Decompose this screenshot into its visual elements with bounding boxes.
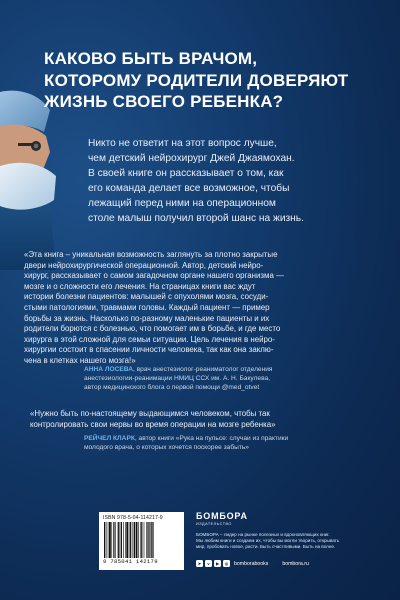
vk-icon[interactable]: v: [205, 560, 212, 567]
reviewer-name: АННА ЛОСЕВА: [84, 366, 133, 373]
youtube-icon[interactable]: ▶: [215, 561, 220, 566]
headline-line: ЖИЗНЬ СВОЕГО РЕБЕНКА?: [44, 92, 284, 111]
description-line: мир, пробовать новое, расти. Быть счастливыми. Быть на волне.: [196, 544, 336, 549]
reviewer-title: , автор книги «Рука на пульсе: случаи из практики: [134, 435, 289, 442]
headline-line: КАКОВО БЫТЬ ВРАЧОМ,: [44, 49, 258, 68]
headline-line: КОТОРОМУ РОДИТЕЛИ ДОВЕРЯЮТ: [44, 70, 349, 90]
barcode-bars: [103, 522, 180, 558]
barcode-bar: [104, 522, 105, 558]
quote-line: контролировать свои нервы во время операции на мозге ребенка»: [30, 419, 276, 429]
barcode-bar: [152, 522, 153, 558]
quote-line: «Эта книга – уникальная возможность заглянуть за плотно закрытые: [24, 250, 278, 259]
barcode-bar: [147, 522, 148, 558]
quote-line: истории болезни пациентов: малышей с опухолями мозга, сосуди-: [24, 292, 269, 302]
description-line: БОМБОРА – лидер на рынке полезных и вдохновляющих книг.: [196, 532, 330, 537]
barcode-bar: [141, 522, 142, 558]
barcode-bar: [106, 522, 107, 558]
barcode-bar: [138, 522, 139, 558]
barcode-bar: [134, 522, 135, 558]
publisher-subtitle: ИЗДАТЕЛЬСТВО: [196, 522, 232, 526]
intro-text: [88, 136, 384, 226]
barcode-bar: [130, 522, 131, 558]
barcode-bar: [121, 522, 122, 558]
reviewer-title: анестезиологии-реанимации НМИЦ ССХ им. А. Н. Бакулева,: [84, 375, 271, 382]
review-quote-1: [24, 250, 380, 367]
intro-line: чем детский нейрохирург Джей Джаямохан.: [88, 153, 295, 164]
barcode-bar: [129, 522, 130, 558]
reviewer-name: РЕЙЧЕЛ КЛАРК: [84, 435, 135, 442]
instagram-icon[interactable]: ◎: [224, 561, 229, 566]
barcode-bar: [113, 522, 114, 558]
intro-line: его команда делает все возможное, чтобы: [88, 183, 290, 194]
description-line: Мы любим книги и создаем их, чтобы вы могли творить, открывать: [196, 538, 340, 543]
barcode-bar: [108, 522, 109, 558]
review-attribution-2: [84, 434, 288, 452]
publisher-site[interactable]: bombora.ru: [282, 560, 309, 567]
quote-line: хирург, рассказывает о самом загадочном органе нашего организма —: [24, 271, 284, 281]
barcode-bar: [123, 522, 124, 558]
publisher-logo: БОМБОРА: [196, 511, 248, 521]
barcode-bar: [126, 522, 128, 558]
barcode-bar: [109, 522, 111, 558]
intro-line: В своей книге он рассказывает о том, как: [88, 168, 284, 179]
isbn-barcode: [99, 512, 184, 570]
barcode-bar: [140, 522, 141, 558]
barcode-digits: 9 785041 142179: [103, 558, 158, 565]
quote-line: чена в клетках нашего мозга!»: [24, 355, 136, 365]
barcode-bar: [118, 522, 119, 558]
barcode-bar: [111, 522, 112, 558]
barcode-bar: [120, 522, 121, 558]
reviewer-title: автор медицинского блога о первой помощи @med_otvet: [84, 384, 260, 391]
review-attribution-1: [84, 365, 273, 392]
telegram-icon[interactable]: ➤: [197, 561, 202, 566]
quote-line: двери нейрохирургической операционной. Автор, детский нейро-: [24, 260, 264, 270]
barcode-bar: [144, 522, 145, 558]
barcode-bar: [146, 522, 147, 558]
barcode-bar: [133, 522, 134, 558]
quote-line: мозге и о сложности его лечения. На страницах книги вас ждут: [24, 281, 256, 291]
barcode-bar: [125, 522, 126, 558]
barcode-bar: [151, 522, 152, 558]
publisher-block: [196, 512, 388, 567]
intro-line: Никто не ответит на этот вопрос лучше,: [88, 138, 277, 149]
social-handle[interactable]: bomborabooks: [234, 560, 269, 567]
reviewer-title: молодого врача, о которых хочется поскорее забыть»: [84, 444, 249, 451]
quote-line: хирургии состоит в спасении личности человека, так как она заклю-: [24, 345, 274, 355]
isbn-text: ISBN 978-5-04-114217-9: [103, 515, 163, 521]
barcode-bar: [136, 522, 138, 558]
intro-line: столе малыш получил второй шанс на жизнь.: [88, 213, 304, 224]
quote-line: борьбы за жизнь. Насколько по-разному маленькие пациенты и их: [24, 313, 270, 323]
barcode-bar: [149, 522, 150, 558]
quote-line: «Нужно быть по-настоящему выдающимся человеком, чтобы так: [30, 409, 270, 418]
barcode-bar: [115, 522, 116, 558]
publisher-description: [196, 532, 388, 550]
social-links: [196, 560, 388, 567]
quote-line: родители борются с болезнью, что помогает им в борьбе, и где место: [24, 324, 281, 334]
reviewer-title: , врач анестезиолог-реаниматолог отделения: [133, 366, 273, 373]
quote-line: хирурга в этой сложной для семьи ситуации. Цель лечения в нейро-: [24, 334, 275, 344]
quote-line: стыми патологиями, травмами головы. Каждый пациент — пример: [24, 302, 270, 312]
intro-line: лежащий перед ними на операционном: [88, 198, 276, 209]
headline: [44, 48, 384, 113]
review-quote-2: [30, 409, 380, 430]
